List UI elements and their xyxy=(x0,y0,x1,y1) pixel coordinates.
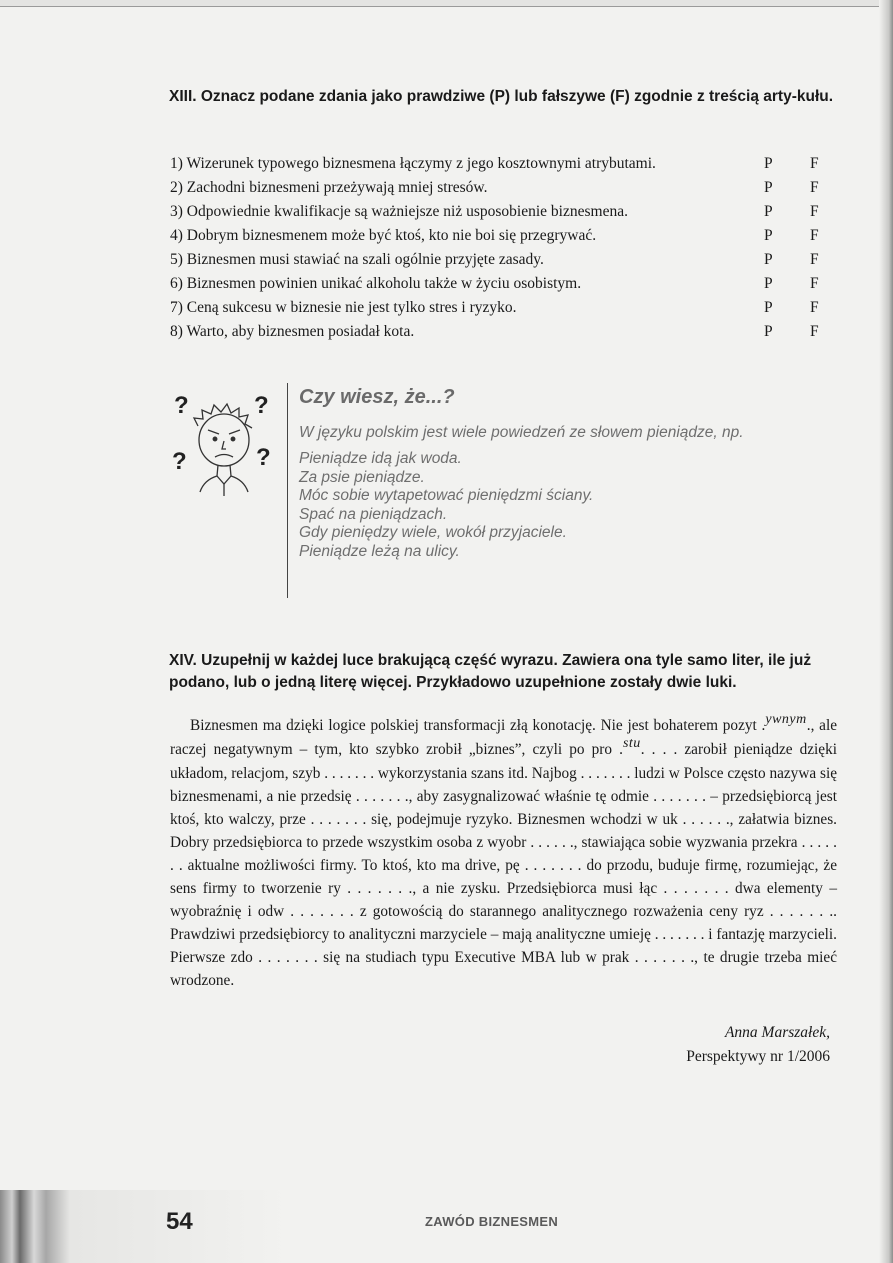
saying: Pieniądze idą jak woda. xyxy=(299,450,462,467)
false-option[interactable]: F xyxy=(810,179,819,196)
page-number: 54 xyxy=(166,1208,193,1235)
handwritten-fill[interactable]: stu xyxy=(622,736,641,751)
true-option[interactable]: P xyxy=(764,179,773,196)
running-title: ZAWÓD BIZNESMEN xyxy=(425,1214,559,1229)
saying: Móc sobie wytapetować pieniędzmi ściany. xyxy=(299,487,594,504)
page-top-rule xyxy=(0,0,893,7)
info-lead: W języku polskim jest wiele powiedzeń ze słowem pieniądze, np. xyxy=(299,424,744,441)
statement-text: 3) Odpowiednie kwalifikacje są ważniejsze niż usposobienie biznesmena. xyxy=(170,203,628,220)
false-option[interactable]: F xyxy=(810,227,819,244)
footer-bar xyxy=(0,1190,290,1263)
saying: Pieniądze leżą na ulicy. xyxy=(299,542,460,560)
statement-item xyxy=(170,200,830,224)
page-edge-shadow xyxy=(879,0,893,1263)
statement-item xyxy=(170,296,830,320)
statement-item xyxy=(170,248,830,272)
task-14-title: XIV. Uzupełnij w każdej luce brakującą część wyrazu. Zawiera ona tyle samo liter, ile już podano, lub o jedną literę więcej. Przykładowo uzupełnione zostały dwie luki. xyxy=(169,652,812,691)
true-option[interactable]: P xyxy=(764,203,773,220)
question-mark-icon: ? xyxy=(254,392,269,419)
handwritten-fill[interactable]: ywnym xyxy=(765,712,807,727)
false-option[interactable]: F xyxy=(810,155,819,172)
statement-text: 1) Wizerunek typowego biznesmena łączymy z jego kosztownymi atrybutami. xyxy=(170,155,656,172)
false-option[interactable]: F xyxy=(810,275,819,292)
true-option[interactable]: P xyxy=(764,155,773,172)
passage-text: ., ale raczej negatywnym – tym, kto szybko zrobił „biznes”, czyli po pro . xyxy=(170,717,837,758)
question-mark-icon: ? xyxy=(256,444,271,471)
author-name: Anna Marszałek, xyxy=(724,1024,830,1041)
true-option[interactable]: P xyxy=(764,251,773,268)
statement-list xyxy=(170,152,830,344)
true-option[interactable]: P xyxy=(764,275,773,292)
statement-item xyxy=(170,224,830,248)
false-option[interactable]: F xyxy=(810,203,819,220)
statement-item xyxy=(170,176,830,200)
source: Perspektywy nr 1/2006 xyxy=(686,1048,830,1065)
true-option[interactable]: P xyxy=(764,299,773,316)
gap-fill-passage xyxy=(170,714,837,992)
statement-text: 2) Zachodni biznesmeni przeżywają mniej stresów. xyxy=(170,179,488,196)
false-option[interactable]: F xyxy=(810,251,819,268)
statement-item xyxy=(170,272,830,296)
attribution xyxy=(686,1021,830,1069)
true-option[interactable]: P xyxy=(764,323,773,340)
statement-text: 8) Warto, aby biznesmen posiadał kota. xyxy=(170,323,415,340)
info-title: Czy wiesz, że...? xyxy=(299,386,455,408)
passage-text: . . . . zarobił pieniądze dzięki układom, relacjom, szyb . . . . . . . wykorzystania szans itd. Najbog . . . . . . . ludzi w Polsce często nazywa się biznesmenami, a nie przedsię . . . . . . ., aby zasygnalizować właśnie tę odmie . . . . . . . – przedsiębiorcą jest ktoś, kto walczy, prze . . . . . . . się, podejmuje ryzyko. Biznesmen wchodzi w uk . . . . . ., załatwia biznes. Dobry przedsiębiorca to przede wszystkim osoba z wyobr . . . . . ., stawiająca sobie wyzwania przekra . . . . . . . aktualne możliwości firmy. To ktoś, kto ma drive, pę . . . . . . . do przodu, buduje firmę, rozumiejąc, że sens firmy to tworzenie ry . . . . . . ., a nie zysku. Przedsiębiorca musi łąc . . . . . . . dwa elementy – wyobraźnię i odw . . . . . . . z gotowością do starannego analitycznego rozważenia ceny ryz . . . . . . .. Prawdziwi przedsiębiorcy to analityczni marzyciele – mają analityczne umieję . . . . . . . i fantazję marzycieli. Pierwsze zdo . . . . . . . się na studiach typu Executive MBA lub w prak . . . . . . ., te drugie trzeba mieć wrodzone. xyxy=(170,741,837,989)
false-option[interactable]: F xyxy=(810,299,819,316)
statement-text: 5) Biznesmen musi stawiać na szali ogólnie przyjęte zasady. xyxy=(170,251,544,268)
statement-item xyxy=(170,320,830,344)
question-mark-icon: ? xyxy=(172,448,187,475)
statement-text: 4) Dobrym biznesmenem może być ktoś, kto nie boi się przegrywać. xyxy=(170,227,597,244)
passage-text: Biznesmen ma dzięki logice polskiej transformacji złą konotację. Nie jest bohaterem pozyt . xyxy=(190,717,766,734)
saying: Gdy pieniędzy wiele, wokół przyjaciele. xyxy=(299,524,567,541)
question-mark-icon: ? xyxy=(174,392,189,419)
statement-item xyxy=(170,152,830,176)
statement-text: 6) Biznesmen powinien unikać alkoholu także w życiu osobistym. xyxy=(170,275,582,292)
saying: Spać na pieniądzach. xyxy=(299,505,448,523)
false-option[interactable]: F xyxy=(810,323,819,340)
true-option[interactable]: P xyxy=(764,227,773,244)
info-box-rule xyxy=(287,383,288,598)
statement-text: 7) Ceną sukcesu w biznesie nie jest tylko stres i ryzyko. xyxy=(170,299,517,316)
puzzled-person-icon xyxy=(170,388,280,514)
task-13-title: XIII. Oznacz podane zdania jako prawdziwe (P) lub fałszywe (F) zgodnie z treścią arty-kułu. xyxy=(169,88,834,105)
did-you-know-box xyxy=(299,382,839,561)
saying: Za psie pieniądze. xyxy=(299,468,425,486)
